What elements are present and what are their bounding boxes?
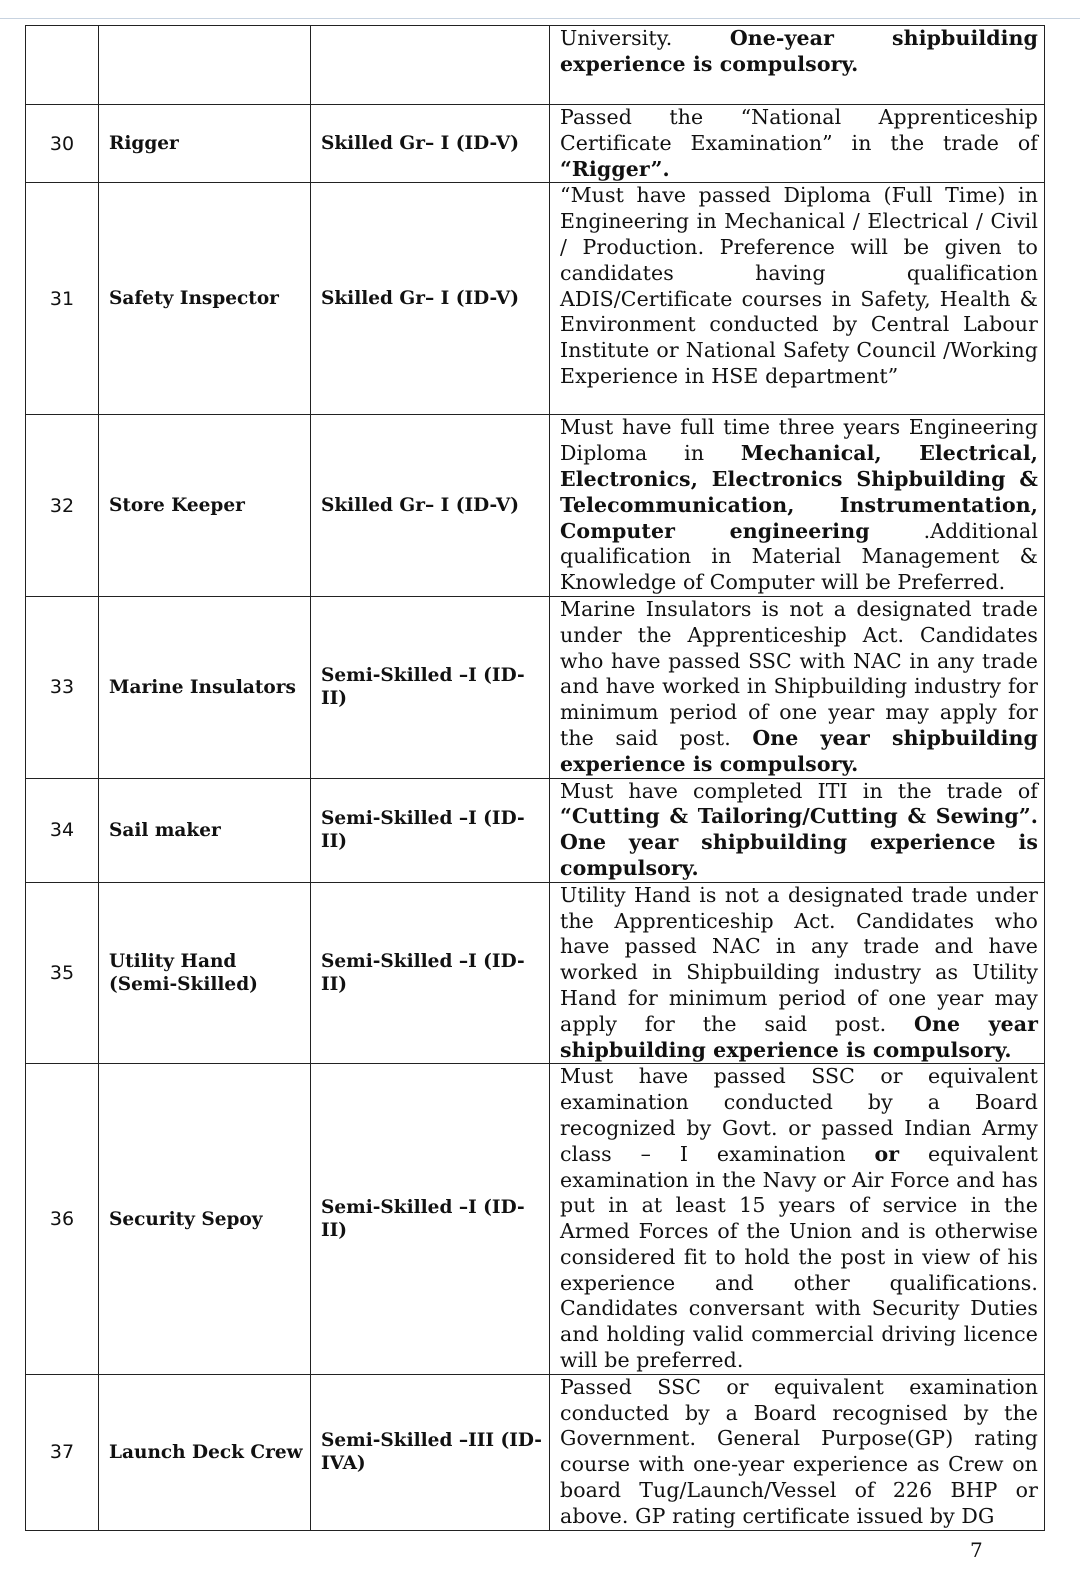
qualification-cell (550, 882, 1045, 1064)
qualification-text (560, 105, 1038, 182)
qualification-segment: Must have full time three years Engineering Diploma in (560, 415, 1038, 466)
post-name-cell: Store Keeper (99, 415, 311, 597)
serial-number-cell: 37 (26, 1374, 99, 1530)
qualification-text (560, 183, 1038, 389)
post-name-cell (99, 26, 311, 105)
qualification-bold-segment: or (874, 1141, 900, 1166)
grade-cell: Semi-Skilled –I (ID-II) (311, 1064, 550, 1375)
grade-cell (311, 26, 550, 105)
table-row (26, 1374, 1045, 1530)
qualification-bold-segment: One-year shipbuilding experience is compulsory. (560, 26, 1038, 76)
table-row (26, 415, 1045, 597)
qualification-bold-segment: One year shipbuilding experience is compulsory. (560, 725, 1038, 776)
qualification-cell (550, 415, 1045, 597)
qualification-segment: .Additional qualification in Material Management & Knowledge of Computer will be Preferred. (560, 518, 1038, 595)
grade-cell: Semi-Skilled –I (ID-II) (311, 778, 550, 882)
post-name-cell: Rigger (99, 105, 311, 183)
qualification-cell (550, 26, 1045, 105)
serial-number-cell: 30 (26, 105, 99, 183)
grade-cell: Semi-Skilled –I (ID-II) (311, 882, 550, 1064)
grade-cell: Semi-Skilled –I (ID-II) (311, 596, 550, 778)
serial-number-cell: 34 (26, 778, 99, 882)
qualification-segment: Must have passed SSC or equivalent examination conducted by a Board recognized by Govt. or passed Indian Army class – I examination (560, 1064, 1038, 1166)
post-name-cell: Safety Inspector (99, 183, 311, 415)
table-row (26, 26, 1045, 105)
qualification-cell (550, 183, 1045, 415)
table-row (26, 183, 1045, 415)
qualification-text (560, 597, 1038, 778)
table-row (26, 596, 1045, 778)
table-row (26, 1064, 1045, 1375)
serial-number-cell: 36 (26, 1064, 99, 1375)
table-row (26, 778, 1045, 882)
qualification-segment: “Must have passed Diploma (Full Time) in Engineering in Mechanical / Electrical / Civil / Production. Preference will be given to candidates having qualification ADIS/Certificate courses in Safety, Health & Environment conducted by Central Labour Institute or National Safety Council /Working Experience in HSE department” (560, 183, 1038, 388)
post-name-cell: Marine Insulators (99, 596, 311, 778)
serial-number-cell: 31 (26, 183, 99, 415)
grade-cell: Skilled Gr– I (ID-V) (311, 183, 550, 415)
qualification-text (560, 779, 1038, 882)
qualification-text (560, 1375, 1038, 1530)
table-row (26, 105, 1045, 183)
qualification-cell (550, 596, 1045, 778)
table-row (26, 882, 1045, 1064)
serial-number-cell: 33 (26, 596, 99, 778)
qualification-text (560, 1064, 1038, 1374)
qualification-segment: Marine Insulators is not a designated trade under the Apprenticeship Act. Candidates who have passed SSC with NAC in any trade and have worked in Shipbuilding industry for minimum period of one year may apply for the said post. (560, 596, 1038, 750)
post-name-cell: Sail maker (99, 778, 311, 882)
qualification-bold-segment: “Rigger”. (560, 156, 670, 181)
qualification-segment: Must have completed ITI in the trade of (560, 778, 1038, 803)
grade-cell: Skilled Gr– I (ID-V) (311, 105, 550, 183)
qualification-bold-segment: One year shipbuilding experience is compulsory. (560, 1011, 1039, 1062)
qualification-segment: Utility Hand is not a designated trade under the Apprenticeship Act. Candidates who have passed NAC in any trade and have worked in Shipbuilding industry as Utility Hand for minimum period of one year may apply for the said post. (560, 882, 1038, 1036)
qualification-segment: Passed the “National Apprenticeship Certificate Examination” in the trade of (560, 105, 1038, 155)
qualification-cell (550, 1374, 1045, 1530)
post-name-cell: Security Sepoy (99, 1064, 311, 1375)
qualification-text (560, 26, 1038, 78)
recruitment-table (25, 25, 1045, 1531)
qualification-text (560, 883, 1038, 1064)
grade-cell: Semi-Skilled –III (ID-IVA) (311, 1374, 550, 1530)
qualification-bold-segment: Mechanical, Electrical, Electronics, Electronics Shipbuilding & Telecommunication, Instrumentation, Computer engineering (560, 441, 1038, 543)
qualification-segment: University. (560, 26, 730, 50)
qualification-cell (550, 778, 1045, 882)
qualification-text (560, 415, 1038, 596)
qualification-bold-segment: “Cutting & Tailoring/Cutting & Sewing”. One year shipbuilding experience is compulsory. (560, 804, 1038, 880)
serial-number-cell: 35 (26, 882, 99, 1064)
grade-cell: Skilled Gr– I (ID-V) (311, 415, 550, 597)
page-top-rule (0, 18, 1080, 19)
page-number: 7 (970, 1538, 983, 1562)
post-name-cell: Launch Deck Crew (99, 1374, 311, 1530)
serial-number-cell (26, 26, 99, 105)
qualification-segment: Passed SSC or equivalent examination conducted by a Board recognised by the Government. General Purpose(GP) rating course with one-year experience as Crew on board Tug/Launch/Vessel of 226 BHP or above. GP rating certificate issued by DG (560, 1374, 1038, 1528)
qualification-cell (550, 1064, 1045, 1375)
post-name-cell: Utility Hand (Semi-Skilled) (99, 882, 311, 1064)
qualification-segment: equivalent examination in the Navy or Air Force and has put in at least 15 years of service in the Armed Forces of the Union and is otherwise considered fit to hold the post in view of his experience and other qualifications. Candidates conversant with Security Duties and holding valid commercial driving licence will be preferred. (560, 1141, 1038, 1373)
serial-number-cell: 32 (26, 415, 99, 597)
qualification-cell (550, 105, 1045, 183)
table-body (26, 26, 1045, 1531)
